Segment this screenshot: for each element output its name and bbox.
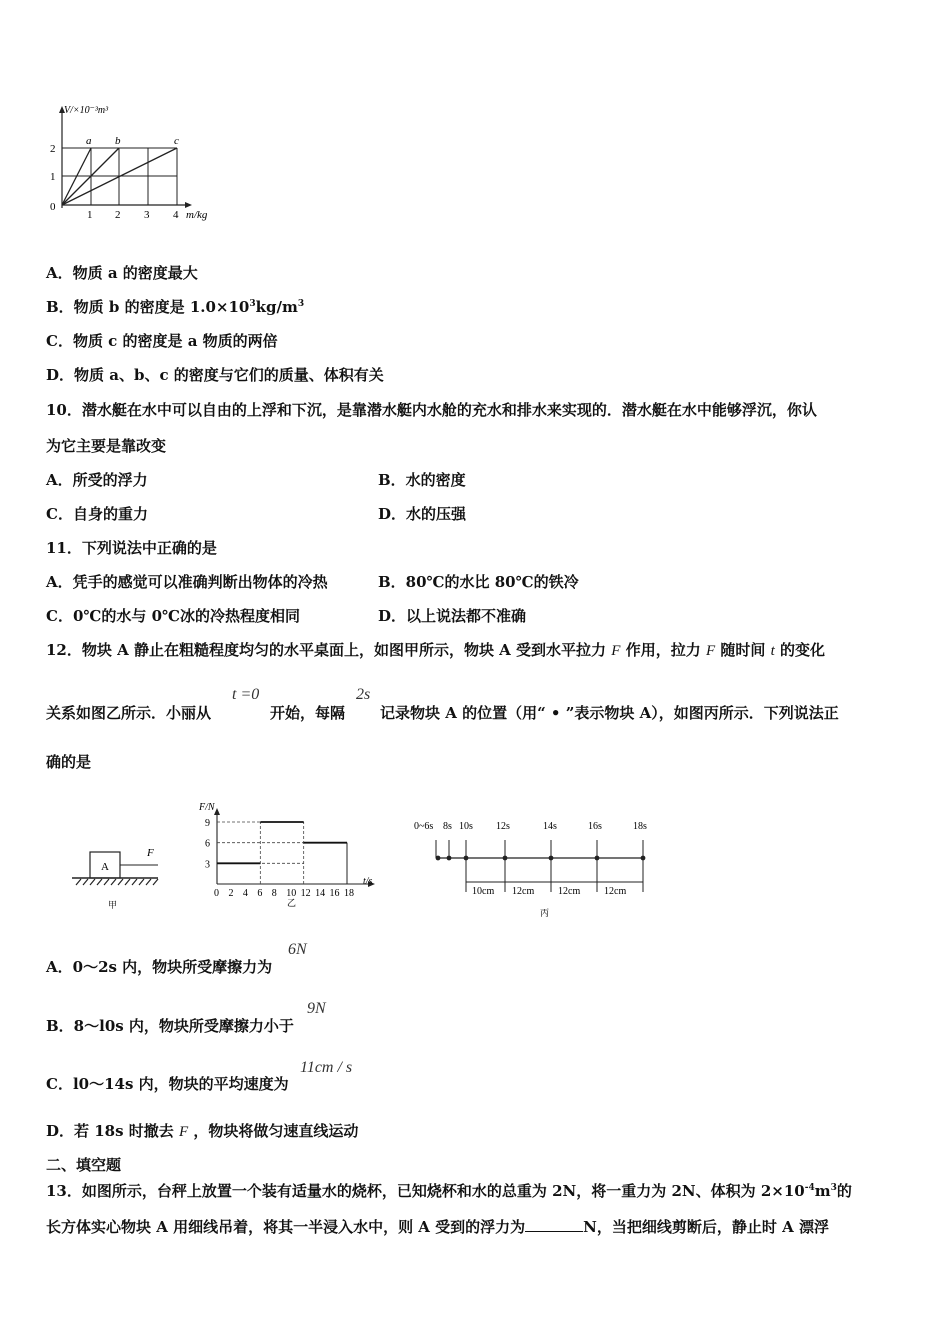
q12-line2-c: 记录物块 A 的位置（用“ • ”表示物块 A），如图丙所示．下列说法正 <box>380 704 839 722</box>
q12-math-t0: t =0 <box>232 686 260 703</box>
q10-option-b: B．水的密度 <box>378 471 466 489</box>
yi-xtick-4: 4 <box>242 888 248 899</box>
yi-xlabel: t/s <box>363 876 373 887</box>
yi-xtick-0: 0 <box>214 888 219 899</box>
graph1-ytick-2: 2 <box>50 143 56 155</box>
q12-option-d: D．若 18s 时撤去 F ，物块将做匀速直线运动 <box>46 1122 359 1140</box>
graph1-ytick-1: 1 <box>50 171 56 183</box>
position-dot <box>549 856 554 861</box>
yi-ytick-6: 6 <box>205 838 210 850</box>
yi-xtick-6: 6 <box>257 888 263 899</box>
graph1-xtick-1: 1 <box>87 209 93 221</box>
q10-option-d: D．水的压强 <box>378 505 467 523</box>
caption-bing: 丙 <box>540 908 550 918</box>
yi-ylabel: F/N <box>199 802 215 813</box>
graph1-xlabel: m/kg <box>186 209 208 221</box>
q12-stem-line1: 12．物块 A 静止在粗糙程度均匀的水平桌面上，如图甲所示，物块 A 受到水平拉力 F 作用，拉力 F 随时间 t 的变化 <box>46 641 826 659</box>
position-dot <box>641 856 646 861</box>
yi-xtick-16: 16 <box>329 888 340 899</box>
force-label: F <box>147 847 154 859</box>
bing-time-12s: 12s <box>496 821 510 832</box>
q9-option-b: B．物质 b 的密度是 $1.0\times 10^3kg/m^3$ <box>46 298 305 316</box>
label-b: b <box>115 135 121 147</box>
q12-option-b-math: 9N <box>307 1000 326 1017</box>
position-dot <box>447 856 452 861</box>
bing-dist-4: 12cm <box>604 886 627 897</box>
q13-line2: 长方体实心物块 A 用细线吊着，将其一半浸入水中，则 A 受到的浮力为 N，当把细线剪断后，静止时 A 漂浮 <box>46 1218 829 1236</box>
caption-jia: 甲 <box>108 900 118 910</box>
q9-option-d: D．物质 a、b、c 的密度与它们的质量、体积有关 <box>46 366 384 384</box>
bing-time-18s: 18s <box>633 821 647 832</box>
yi-xtick-12: 12 <box>300 888 311 899</box>
q12-option-b: B．8～l0s 内，物块所受摩擦力小于 <box>46 1017 294 1035</box>
bing-time-16s: 16s <box>588 821 602 832</box>
q11-stem: 11．下列说法中正确的是 <box>46 539 217 557</box>
bing-dist-1: 10cm <box>472 886 495 897</box>
yi-xtick-8: 8 <box>271 888 277 899</box>
yi-ytick-3: 3 <box>205 859 210 871</box>
q10-option-a: A．所受的浮力 <box>46 471 148 489</box>
graph1-ylabel: V/×10⁻³m³ <box>64 105 109 116</box>
block-label: A <box>101 861 109 873</box>
q10-stem-line1: 10．潜水艇在水中可以自由的上浮和下沉，是靠潜水艇内水舱的充水和排水来实现的．潜水艇在水中能够浮沉，你认 <box>46 401 817 419</box>
graph1-xtick-3: 3 <box>144 209 150 221</box>
position-dot <box>464 856 469 861</box>
yi-xtick-2: 2 <box>228 888 234 899</box>
q11-option-b: B．80℃的水比 80℃的铁冷 <box>378 573 579 591</box>
q11-option-c: C．0℃的水与 0℃冰的冷热程度相同 <box>46 607 300 625</box>
bing-time-10s: 10s <box>459 821 473 832</box>
q11-option-a: A．凭手的感觉可以准确判断出物体的冷热 <box>46 573 328 591</box>
yi-xtick-10: 10 <box>286 888 297 899</box>
q12-line2-b: 开始，每隔 <box>270 704 346 722</box>
graph1-origin: 0 <box>50 201 56 213</box>
q12-line3: 确的是 <box>46 753 92 771</box>
bing-time-0-6s: 0~6s <box>414 821 434 832</box>
bing-dist-3: 12cm <box>558 886 581 897</box>
q12-option-a-math: 6N <box>288 941 307 958</box>
graph1-xtick-2: 2 <box>115 209 121 221</box>
caption-yi: 乙 <box>287 898 297 908</box>
q12-option-c-math: 11cm / s <box>300 1059 353 1076</box>
q10-option-c: C．自身的重力 <box>46 505 148 523</box>
yi-xtick-14: 14 <box>315 888 326 899</box>
q11-option-d: D．以上说法都不准确 <box>378 607 527 625</box>
figure-bing <box>408 812 658 922</box>
answer-blank[interactable] <box>525 1219 583 1232</box>
position-dot <box>595 856 600 861</box>
figure-jia <box>70 840 170 915</box>
q12-option-c: C．l0～14s 内，物块的平均速度为 <box>46 1075 289 1093</box>
q9-option-c: C．物质 c 的密度是 a 物质的两倍 <box>46 332 278 350</box>
q12-line2-a: 关系如图乙所示．小丽从 <box>46 704 212 722</box>
q10-stem-line2: 为它主要是靠改变 <box>46 437 167 455</box>
yi-xtick-18: 18 <box>344 888 354 899</box>
graph1-xtick-4: 4 <box>173 209 179 221</box>
volume-mass-graph <box>40 98 230 228</box>
bing-dist-2: 12cm <box>512 886 535 897</box>
section-title: 二、填空题 <box>46 1156 122 1174</box>
q9-option-a: A．物质 a 的密度最大 <box>46 264 198 282</box>
bing-time-14s: 14s <box>543 821 557 832</box>
q12-option-a: A．0～2s 内，物块所受摩擦力为 <box>46 958 273 976</box>
figure-yi-chart <box>193 798 388 913</box>
bing-time-8s: 8s <box>443 821 452 832</box>
q12-math-2s: 2s <box>356 686 371 703</box>
position-dot <box>436 856 441 861</box>
yi-ytick-9: 9 <box>205 818 210 829</box>
label-c: c <box>174 135 179 147</box>
label-a: a <box>86 135 92 147</box>
q13-line1: 13．如图所示，台秤上放置一个装有适量水的烧杯，已知烧杯和水的总重为 2N，将一重力为 2N、体积为 $2\times 10^{-4}m^3$的 <box>46 1182 852 1200</box>
position-dot <box>503 856 508 861</box>
